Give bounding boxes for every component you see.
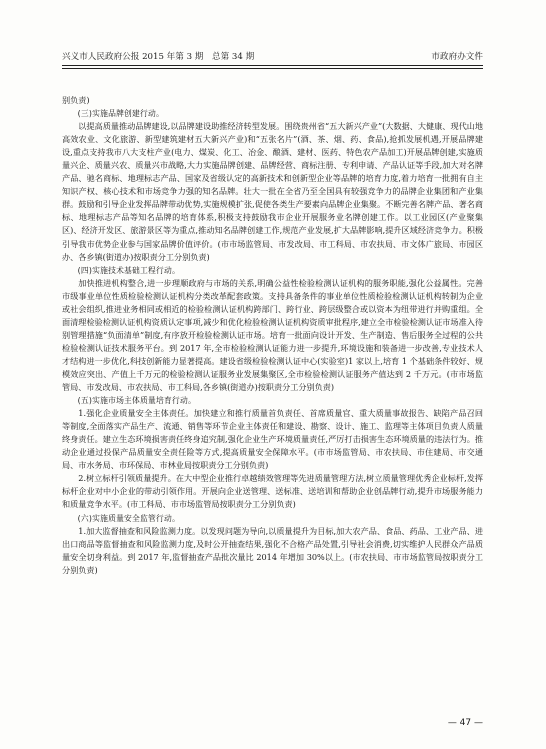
subheading-brand-creation: (三)实施品牌创建行动。 [77, 109, 165, 119]
paragraph-technical-foundation: 加快推进机构整合,进一步理顺政府与市场的关系,明确公益性检验检测认证机构的服务职能,强化公益属性。完善市级事业单位性质检验检测认证机构分类改革配套政策。支持具备条件的事业单位性质检验检测认证机构转制为企业或社会组织,推进业务相同或相近的检验检测认证机构跨部门、跨行业、跨层级整合或以资本为纽带进行并购重组。全面清理检验检测认证机构资质认定事项,减少和优化检验检测认证机构资质审批程序,建立全市检验检测认证市场准入待别管理措施“负面清单”制度,有序放开检验检测认证市场。培育一批面向设计开发、生产制造、售后服务全过程的公共检验检测认证技术服务平台。到 2017 年,全市检验检测认证能力进一步提升,环境设施和装备进一步改善,专业技术人才结构进一步优化,科技创新能力显著提高。建设省级检验检测认证中心(实验室)1 家以上,培育 1 个基础条件较好、规模效应突出、产值上千万元的检验检测认证服务业发展集聚区,全市检验检测认证服务产值达到 2 千万元。(市市场监管局、市发改局、市农扶局、市工科局,各乡镇(街道办)按职责分工分别负责) [62, 277, 483, 393]
paragraph-continuation: 别负责) [62, 95, 90, 105]
paragraph-enterprise-responsibility: 1.强化企业质量安全主体责任。加快建立和推行质量首负责任、首席质量官、重大质量事故报告、缺陷产品召回等制度,全面落实产品生产、流通、销售等环节企业主体责任和建设、勘察、设计、施工、监理等主体项目负责人质量终身责任。建立生态环境损害责任终身追究制,强化企业生产环境质量责任,严厉打击损害生态环境质量的违法行为。推动企业通过投保产品质量安全责任险等方式,提高质量安全保障水平。(市市场监管局、市农扶局、市住建局、市交通局、市水务局、市环保局、市林业局按职责分工分别负责) [62, 408, 483, 471]
paragraph-inspection-monitoring: 1.加大监督抽查和风险监测力度。以发现问题为导向,以质量提升为目标,加大农产品、食品、药品、工业产品、进出口商品等监督抽查和风险监测力度,及时公开抽查结果,强化不合格产品处置,引导社会消费,切实维护人民群众产品质量安全切身利益。到 2017 年,监督抽查产品批次量比 2014 年增加 30%以上。(市农扶局、市市场监管局按职责分工分别负责) [62, 525, 483, 575]
page-number: — 47 — [447, 718, 483, 728]
header-section: 市政府办文件 [431, 52, 483, 62]
subheading-market-entity: (五)实施市场主体质量培育行动。 [77, 396, 197, 406]
subheading-safety-supervision: (六)实施质量安全监管行动。 [77, 513, 181, 523]
header-publication: 兴义市人民政府公报 2015 年第 3 期 总第 34 期 [62, 52, 255, 62]
running-header [62, 50, 483, 66]
paragraph-benchmark-leadership: 2.树立标杆引领质量提升。在大中型企业推行卓越绩效管理等先进质量管理方法,树立质量管理优秀企业标杆,发挥标杆企业对中小企业的带动引领作用。开展向企业送管理、送标准、送培训和帮助企业创品牌行动,提升市场服务能力和质量竞争水平。(市工科局、市市场监管局按职责分工分别负责) [62, 473, 483, 510]
document-body [62, 94, 483, 577]
paragraph-brand-creation: 以提高质量推动品牌建设,以品牌建设助推经济转型发展。围绕贵州省“五大新兴产业”(大数据、大健康、现代山地高效农业、文化旅游、新型建筑建材五大新兴产业)和“五张名片”(酒、茶、烟、药、食品),抢抓发展机遇,开展品牌建设,重点支持我市八大支柱产业(电力、煤炭、化工、冶金、酿酒、建材、医药、特色农产品加工)开展品牌创建,实施质量兴企、质量兴农、质量兴市战略,大力实施品牌创建、品牌经营、商标注册、专利申请、产品认证等手段,加大对名牌产品、驰名商标、地理标志产品、国家及省级认定的高新技术和创新型企业等品牌的培育力度,着力培育一批拥有自主知识产权、核心技术和市场竞争力强的知名品牌。壮大一批在全省乃至全国具有较强竞争力的品牌企业集团和产业集群。鼓励和引导企业发挥品牌带动优势,实施规模扩张,促使各类生产要素向品牌企业集聚。不断完善名牌产品、著名商标、地理标志产品等知名品牌的培育体系,积极支持鼓励我市企业开展服务业名牌创建工作。以工业园区(产业聚集区)、经济开发区、旅游景区等为重点,推动知名品牌创建工作,规范产业发展,扩大品牌影响,提升区域经济竞争力。积极引导我市优势企业参与国家品牌价值评价。(市市场监管局、市发改局、市工科局、市农扶局、市文体广旅局、市园区办、各乡镇(街道办)按职责分工分别负责) [62, 121, 483, 262]
subheading-technical-foundation: (四)实施技术基础工程行动。 [77, 265, 181, 275]
